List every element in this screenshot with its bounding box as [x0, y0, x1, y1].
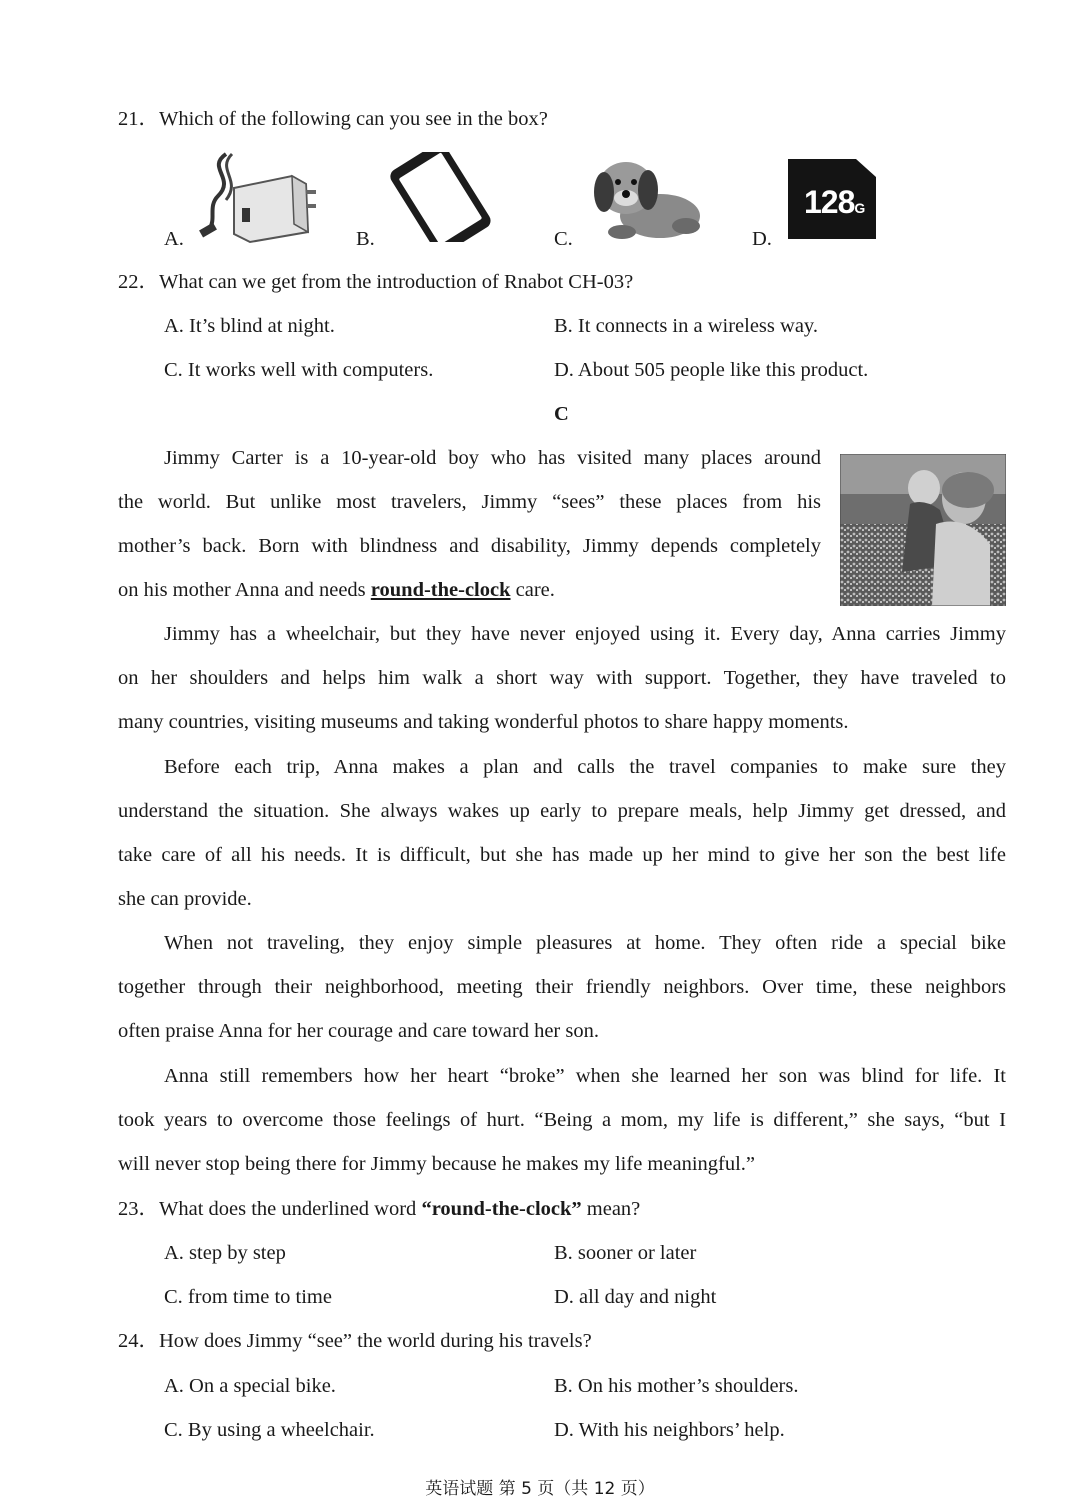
option-22-d: D. About 505 people like this product.: [554, 359, 869, 381]
option-22-c: C. It works well with computers.: [164, 359, 434, 381]
passage-line: take care of all his needs. It is difficult, but she has made up her mind to give her son the best life: [118, 844, 1006, 866]
passage-line: she can provide.: [118, 888, 252, 910]
memory-card-unit: G: [854, 200, 865, 216]
question-23: [118, 1196, 640, 1222]
question-keyword: “round-the-clock”: [421, 1198, 582, 1220]
smartphone-icon: [388, 152, 498, 242]
passage-line: on her shoulders and helps him walk a short way with support. Together, they have traveled to: [118, 667, 1006, 689]
passage-line: [118, 577, 555, 603]
passage-line: often praise Anna for her courage and care toward her son.: [118, 1020, 599, 1042]
passage-text: care.: [510, 579, 555, 601]
question-text: 23．What does the underlined word: [118, 1198, 422, 1220]
option-21-a-label: A.: [164, 228, 184, 250]
passage-line: mother’s back. Born with blindness and disability, Jimmy depends completely: [118, 535, 821, 557]
underlined-word: round-the-clock: [370, 579, 511, 601]
passage-line: took years to overcome those feelings of hurt. “Being a mom, my life is different,” she says, “but I: [118, 1109, 1006, 1131]
option-23-a: A. step by step: [164, 1242, 286, 1264]
option-21-b-label: B.: [356, 228, 375, 250]
mother-carrying-son-photo: [840, 454, 1006, 606]
option-23-c: C. from time to time: [164, 1286, 332, 1308]
option-23-d: D. all day and night: [554, 1286, 717, 1308]
passage-line: together through their neighborhood, meeting their friendly neighbors. Over time, these neighbors: [118, 976, 1006, 998]
charger-icon: [196, 148, 320, 244]
question-text: mean?: [581, 1198, 641, 1220]
option-21-c-label: C.: [554, 228, 573, 250]
passage-line: will never stop being there for Jimmy because he makes my life meaningful.”: [118, 1153, 756, 1175]
passage-line: When not traveling, they enjoy simple pleasures at home. They often ride a special bike: [164, 932, 1006, 954]
passage-line: Jimmy Carter is a 10-year-old boy who has visited many places around: [164, 447, 821, 469]
memory-card-capacity: 128: [804, 184, 855, 220]
passage-heading: C: [554, 403, 569, 425]
passage-line: Before each trip, Anna makes a plan and calls the travel companies to make sure they: [164, 756, 1006, 778]
passage-line: Jimmy has a wheelchair, but they have never enjoyed using it. Every day, Anna carries Jimmy: [164, 623, 1006, 645]
passage-line: many countries, visiting museums and taking wonderful photos to share happy moments.: [118, 711, 849, 733]
option-24-c: C. By using a wheelchair.: [164, 1419, 375, 1441]
option-24-b: B. On his mother’s shoulders.: [554, 1375, 799, 1397]
passage-text: on his mother Anna and needs: [118, 579, 371, 601]
plush-toy-dog-icon: [588, 152, 706, 242]
option-24-a: A. On a special bike.: [164, 1375, 336, 1397]
question-22: 22．What can we get from the introduction of Rnabot CH-03?: [118, 271, 634, 293]
option-21-d-label: D.: [752, 228, 772, 250]
option-22-b: B. It connects in a wireless way.: [554, 315, 818, 337]
option-24-d: D. With his neighbors’ help.: [554, 1419, 785, 1441]
option-23-b: B. sooner or later: [554, 1242, 697, 1264]
passage-line: the world. But unlike most travelers, Jimmy “sees” these places from his: [118, 491, 821, 513]
option-22-a: A. It’s blind at night.: [164, 315, 335, 337]
question-24: 24．How does Jimmy “see” the world during his travels?: [118, 1330, 592, 1352]
passage-line: understand the situation. She always wakes up early to prepare meals, help Jimmy get dressed, and: [118, 800, 1006, 822]
passage-line: Anna still remembers how her heart “broke” when she learned her son was blind for life. It: [164, 1065, 1006, 1087]
question-21: 21．Which of the following can you see in the box?: [118, 108, 548, 130]
page-footer: 英语试题 第 5 页（共 12 页）: [425, 1479, 655, 1499]
memory-card-icon: [786, 157, 878, 241]
